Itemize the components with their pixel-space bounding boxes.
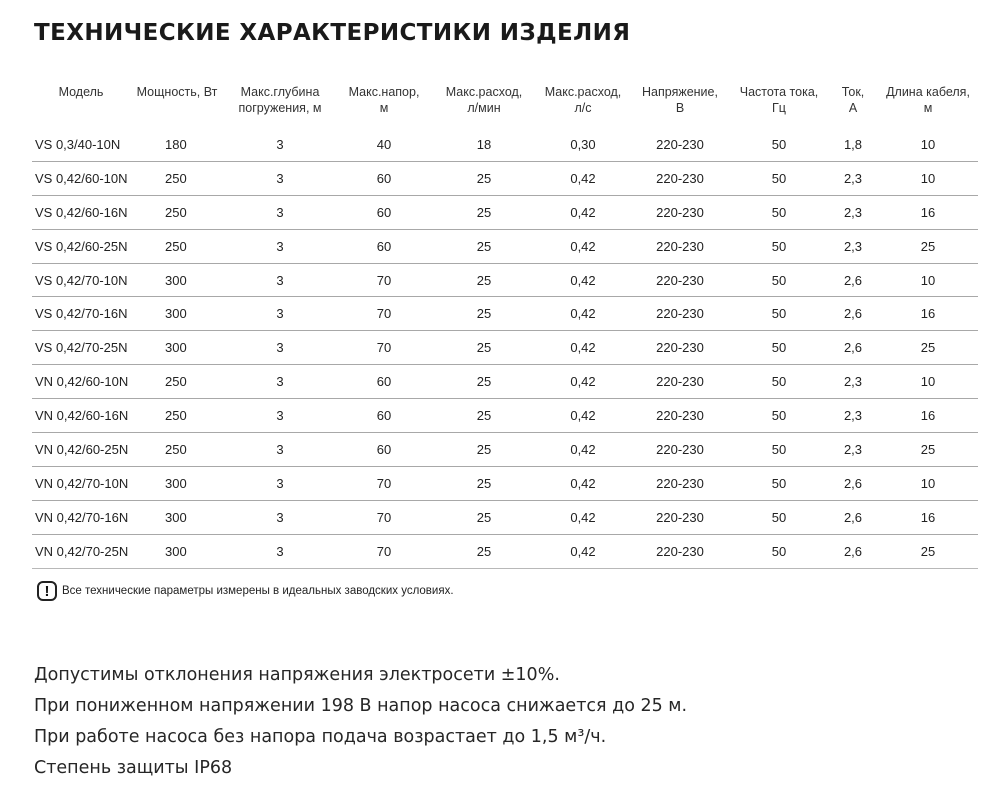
- column-header-line: Гц: [772, 101, 786, 115]
- table-cell: 2,6: [828, 297, 878, 331]
- table-cell: 50: [730, 534, 828, 568]
- table-cell: 2,6: [828, 263, 878, 297]
- table-cell: 10: [878, 263, 978, 297]
- table-cell: 2,3: [828, 399, 878, 433]
- table-header-row: [32, 84, 978, 128]
- table-cell: 220-230: [630, 195, 730, 229]
- table-cell: 2,6: [828, 500, 878, 534]
- table-cell: 25: [432, 195, 536, 229]
- column-header-line: Макс.расход,: [544, 85, 622, 99]
- table-cell: 10: [878, 365, 978, 399]
- table-cell: 2,3: [828, 365, 878, 399]
- table-row: [32, 263, 978, 297]
- table-cell: 50: [730, 229, 828, 263]
- table-cell: 70: [336, 331, 432, 365]
- table-cell: 300: [130, 263, 224, 297]
- table-cell: 50: [730, 365, 828, 399]
- table-cell: 0,42: [536, 161, 630, 195]
- table-row: [32, 161, 978, 195]
- table-cell: 60: [336, 433, 432, 467]
- table-cell: 220-230: [630, 534, 730, 568]
- column-header-line: л/с: [574, 101, 592, 115]
- table-cell: 0,42: [536, 331, 630, 365]
- table-cell: 50: [730, 128, 828, 161]
- table-cell: 60: [336, 161, 432, 195]
- table-row: [32, 433, 978, 467]
- table-cell: 3: [224, 466, 336, 500]
- table-cell: 250: [130, 365, 224, 399]
- table-cell: 18: [432, 128, 536, 161]
- column-header-line: Макс.напор,: [348, 85, 420, 99]
- table-cell: 60: [336, 229, 432, 263]
- model-cell: VS 0,42/70-25N: [32, 331, 130, 365]
- column-header-line: м: [379, 101, 389, 115]
- table-cell: 25: [432, 263, 536, 297]
- table-cell: 25: [432, 365, 536, 399]
- table-cell: 25: [432, 466, 536, 500]
- note: [37, 581, 454, 601]
- model-cell: VS 0,42/60-16N: [32, 195, 130, 229]
- column-header-line: Модель: [58, 85, 104, 99]
- table-cell: 50: [730, 433, 828, 467]
- column-header: [878, 84, 978, 128]
- table-cell: 16: [878, 500, 978, 534]
- column-header: [432, 84, 536, 128]
- table-cell: 250: [130, 161, 224, 195]
- table-row: [32, 128, 978, 161]
- table-cell: 50: [730, 331, 828, 365]
- table-cell: 0,42: [536, 500, 630, 534]
- column-header-line: Макс.расход,: [445, 85, 523, 99]
- table-cell: 25: [432, 534, 536, 568]
- table-cell: 25: [432, 433, 536, 467]
- table-cell: 50: [730, 399, 828, 433]
- table-row: [32, 365, 978, 399]
- column-header: [730, 84, 828, 128]
- table-cell: 3: [224, 433, 336, 467]
- table-cell: 70: [336, 466, 432, 500]
- column-header-line: м: [923, 101, 933, 115]
- table-cell: 25: [432, 161, 536, 195]
- table-row: [32, 466, 978, 500]
- table-cell: 16: [878, 195, 978, 229]
- table-cell: 0,42: [536, 195, 630, 229]
- table-cell: 3: [224, 263, 336, 297]
- table-cell: 25: [878, 229, 978, 263]
- table-cell: 220-230: [630, 229, 730, 263]
- column-header: [130, 84, 224, 128]
- table-cell: 2,6: [828, 534, 878, 568]
- table-cell: 60: [336, 399, 432, 433]
- model-cell: VS 0,42/60-10N: [32, 161, 130, 195]
- table-cell: 70: [336, 263, 432, 297]
- table-cell: 300: [130, 297, 224, 331]
- info-block: [34, 660, 687, 784]
- table-cell: 220-230: [630, 433, 730, 467]
- table-cell: 3: [224, 195, 336, 229]
- table-cell: 3: [224, 500, 336, 534]
- table-cell: 0,42: [536, 399, 630, 433]
- model-cell: VN 0,42/70-25N: [32, 534, 130, 568]
- column-header-line: Мощность, Вт: [136, 85, 218, 99]
- column-header: [336, 84, 432, 128]
- table-cell: 2,3: [828, 229, 878, 263]
- table-row: [32, 500, 978, 534]
- table-cell: 0,42: [536, 297, 630, 331]
- table-body: [32, 128, 978, 568]
- table-cell: 10: [878, 466, 978, 500]
- table-cell: 220-230: [630, 500, 730, 534]
- table-cell: 70: [336, 297, 432, 331]
- model-cell: VN 0,42/70-10N: [32, 466, 130, 500]
- table-cell: 10: [878, 161, 978, 195]
- table-cell: 0,42: [536, 433, 630, 467]
- table-cell: 50: [730, 466, 828, 500]
- table-cell: 0,42: [536, 263, 630, 297]
- table-row: [32, 534, 978, 568]
- table-cell: 60: [336, 365, 432, 399]
- table-cell: 2,6: [828, 466, 878, 500]
- table-cell: 25: [432, 399, 536, 433]
- table-row: [32, 297, 978, 331]
- table-cell: 50: [730, 500, 828, 534]
- table-cell: 25: [432, 297, 536, 331]
- info-line: При работе насоса без напора подача возрастает до 1,5 м³/ч.: [34, 727, 607, 747]
- table-cell: 3: [224, 399, 336, 433]
- model-cell: VS 0,42/70-10N: [32, 263, 130, 297]
- model-cell: VN 0,42/70-16N: [32, 500, 130, 534]
- table-cell: 40: [336, 128, 432, 161]
- table-cell: 220-230: [630, 399, 730, 433]
- table-row: [32, 331, 978, 365]
- table-cell: 220-230: [630, 466, 730, 500]
- table-cell: 60: [336, 195, 432, 229]
- table-cell: 2,3: [828, 161, 878, 195]
- info-line: При пониженном напряжении 198 В напор насоса снижается до 25 м.: [34, 696, 688, 716]
- table-cell: 0,42: [536, 229, 630, 263]
- table-cell: 16: [878, 399, 978, 433]
- table-cell: 300: [130, 500, 224, 534]
- column-header: [630, 84, 730, 128]
- model-cell: VS 0,42/70-16N: [32, 297, 130, 331]
- column-header-line: Частота тока,: [739, 85, 819, 99]
- table-cell: 220-230: [630, 128, 730, 161]
- table-row: [32, 399, 978, 433]
- table-cell: 220-230: [630, 365, 730, 399]
- specifications-table: [32, 84, 978, 569]
- table-cell: 250: [130, 195, 224, 229]
- model-cell: VS 0,42/60-25N: [32, 229, 130, 263]
- table-cell: 2,3: [828, 433, 878, 467]
- column-header-line: погружения, м: [238, 101, 322, 115]
- table-cell: 220-230: [630, 331, 730, 365]
- column-header: [828, 84, 878, 128]
- table-cell: 300: [130, 466, 224, 500]
- table-cell: 3: [224, 331, 336, 365]
- column-header-line: А: [848, 101, 858, 115]
- page-title: ТЕХНИЧЕСКИЕ ХАРАКТЕРИСТИКИ ИЗДЕЛИЯ: [34, 20, 631, 46]
- exclamation-icon: !: [37, 581, 57, 601]
- table-cell: 25: [878, 433, 978, 467]
- table-cell: 1,8: [828, 128, 878, 161]
- table-cell: 0,42: [536, 466, 630, 500]
- table-cell: 16: [878, 297, 978, 331]
- table-cell: 3: [224, 297, 336, 331]
- table-cell: 3: [224, 365, 336, 399]
- info-line: Допустимы отклонения напряжения электросети ±10%.: [34, 665, 560, 685]
- model-cell: VN 0,42/60-10N: [32, 365, 130, 399]
- column-header: [224, 84, 336, 128]
- table-cell: 250: [130, 399, 224, 433]
- column-header: [536, 84, 630, 128]
- table-cell: 0,42: [536, 365, 630, 399]
- table-cell: 70: [336, 500, 432, 534]
- column-header-line: Напряжение,: [642, 85, 718, 99]
- table-cell: 50: [730, 195, 828, 229]
- note-text: Все технические параметры измерены в идеальных заводских условиях.: [62, 585, 454, 597]
- table-cell: 25: [432, 500, 536, 534]
- table-cell: 50: [730, 263, 828, 297]
- table-cell: 220-230: [630, 263, 730, 297]
- column-header: [32, 84, 130, 128]
- table-cell: 25: [432, 331, 536, 365]
- table-cell: 25: [432, 229, 536, 263]
- model-cell: VN 0,42/60-16N: [32, 399, 130, 433]
- table-cell: 2,3: [828, 195, 878, 229]
- table-cell: 300: [130, 534, 224, 568]
- table-cell: 0,30: [536, 128, 630, 161]
- table-cell: 10: [878, 128, 978, 161]
- table-row: [32, 195, 978, 229]
- table-cell: 3: [224, 128, 336, 161]
- table-row: [32, 229, 978, 263]
- table-cell: 2,6: [828, 331, 878, 365]
- table-cell: 3: [224, 161, 336, 195]
- table-cell: 220-230: [630, 161, 730, 195]
- table-cell: 3: [224, 229, 336, 263]
- column-header-line: л/мин: [467, 101, 501, 115]
- table-cell: 3: [224, 534, 336, 568]
- table-cell: 300: [130, 331, 224, 365]
- table-cell: 25: [878, 331, 978, 365]
- column-header-line: Длина кабеля,: [886, 85, 970, 99]
- info-line: Степень защиты IP68: [34, 758, 233, 778]
- table-cell: 250: [130, 229, 224, 263]
- table-cell: 0,42: [536, 534, 630, 568]
- model-cell: VS 0,3/40-10N: [32, 128, 130, 161]
- table-cell: 220-230: [630, 297, 730, 331]
- column-header-line: В: [675, 101, 685, 115]
- model-cell: VN 0,42/60-25N: [32, 433, 130, 467]
- table-cell: 50: [730, 161, 828, 195]
- table-cell: 25: [878, 534, 978, 568]
- table-cell: 250: [130, 433, 224, 467]
- table-cell: 180: [130, 128, 224, 161]
- column-header-line: Ток,: [841, 85, 865, 99]
- table-cell: 70: [336, 534, 432, 568]
- column-header-line: Макс.глубина: [240, 85, 320, 99]
- table-cell: 50: [730, 297, 828, 331]
